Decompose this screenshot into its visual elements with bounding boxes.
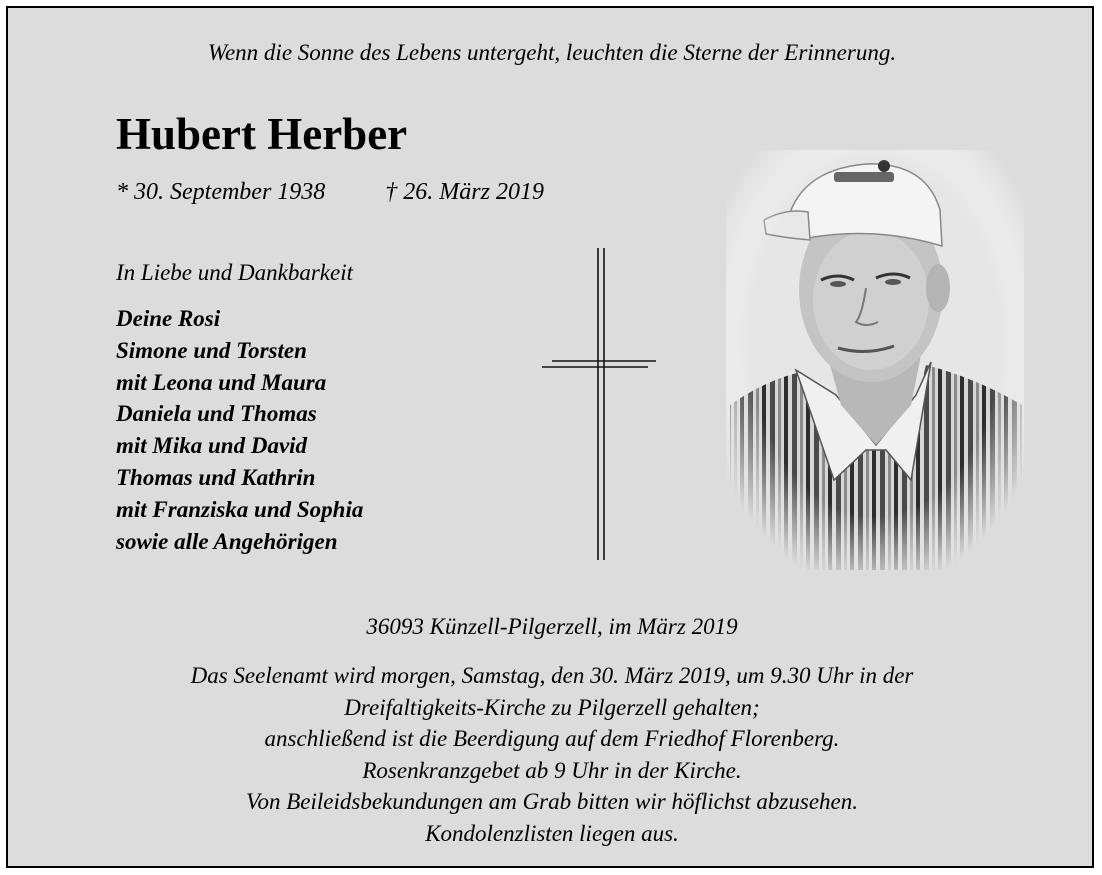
- notice-line: Kondolenzlisten liegen aus.: [425, 820, 679, 846]
- notice-line: Rosenkranzgebet ab 9 Uhr in der Kirche.: [362, 757, 742, 783]
- dedication: In Liebe und Dankbarkeit: [116, 260, 353, 285]
- funeral-notice: [8, 660, 1096, 850]
- mourner-line: mit Franziska und Sophia: [116, 496, 364, 522]
- notice-line: Das Seelenamt wird morgen, Samstag, den 30. März 2019, um 9.30 Uhr in der: [190, 663, 914, 688]
- mourner-line: Thomas und Kathrin: [116, 464, 316, 490]
- portrait-photo: [726, 150, 1024, 570]
- mourner-line: sowie alle Angehörigen: [116, 528, 338, 554]
- death-date: † 26. März 2019: [385, 179, 544, 205]
- mourner-line: Daniela und Thomas: [116, 401, 317, 427]
- obituary-card: [6, 6, 1094, 868]
- life-dates: [116, 179, 544, 206]
- birth-date: * 30. September 1938: [116, 179, 326, 205]
- notice-line: Dreifaltigkeits-Kirche zu Pilgerzell gehalten;: [344, 694, 760, 720]
- deceased-name: Hubert Herber: [116, 109, 408, 159]
- mourner-line: Deine Rosi: [116, 306, 221, 331]
- motto: Wenn die Sonne des Lebens untergeht, leuchten die Sterne der Erinnerung.: [207, 40, 897, 65]
- mourner-line: mit Leona und Maura: [116, 369, 327, 395]
- cross-icon: [538, 244, 658, 564]
- mourner-line: mit Mika und David: [116, 433, 308, 459]
- notice-line: anschließend ist die Beerdigung auf dem Friedhof Florenberg.: [264, 726, 840, 752]
- mourner-list: [116, 303, 363, 557]
- mourner-line: Simone und Torsten: [116, 337, 307, 363]
- place-date: 36093 Künzell-Pilgerzell, im März 2019: [366, 614, 738, 639]
- notice-line: Von Beileidsbekundungen am Grab bitten wir höflichst abzusehen.: [246, 789, 858, 815]
